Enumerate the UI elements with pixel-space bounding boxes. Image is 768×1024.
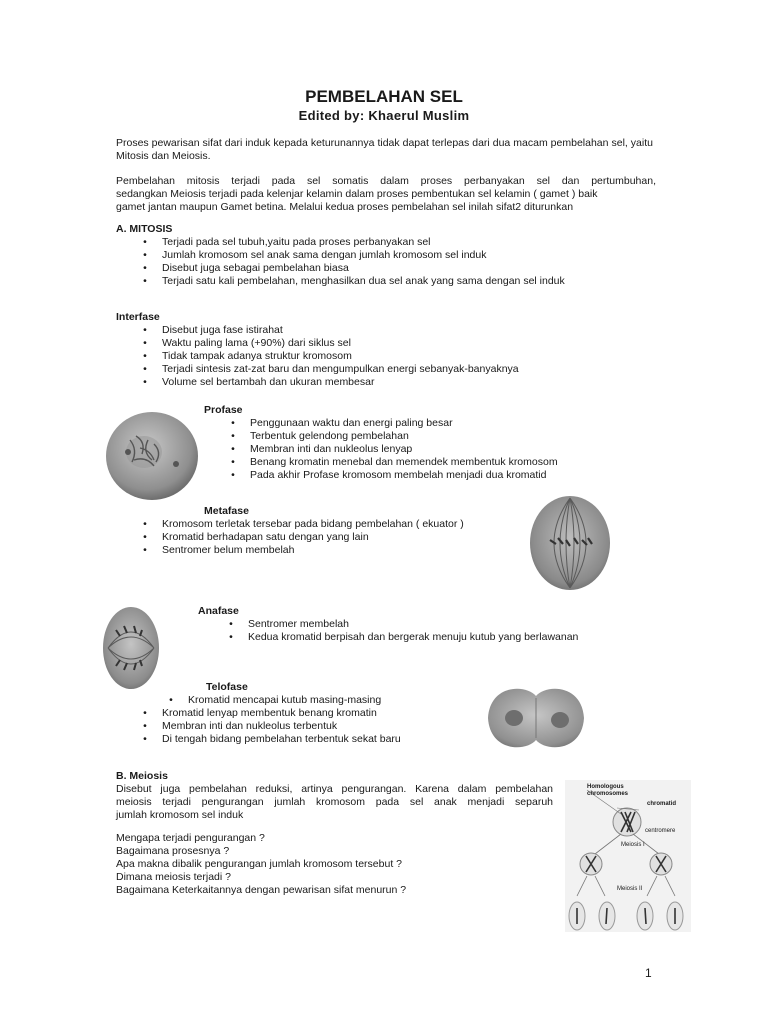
list-item: • Di tengah bidang pembelahan terbentuk sekat baru <box>162 733 401 746</box>
list-item: • Benang kromatin menebal dan memendek membentuk kromosom <box>250 456 558 469</box>
list-item: • Terbentuk gelendong pembelahan <box>250 430 558 443</box>
list-item: • Disebut juga sebagai pembelahan biasa <box>162 262 565 275</box>
mitosis-list <box>143 236 565 288</box>
metaphase-cell-illustration <box>528 494 612 592</box>
page-number: 1 <box>645 966 652 980</box>
bullet: • <box>143 531 147 543</box>
meiosis-line-3: jumlah kromosom sel induk <box>116 809 244 821</box>
list-item: • Disebut juga fase istirahat <box>162 324 519 337</box>
list-item: • Penggunaan waktu dan energi paling besar <box>250 417 558 430</box>
question-line: Bagaimana prosesnya ? <box>116 845 230 857</box>
interfase-list <box>143 324 519 389</box>
list-item: • Terjadi pada sel tubuh,yaitu pada proses perbanyakan sel <box>162 236 565 249</box>
bullet: • <box>143 275 147 287</box>
bullet: • <box>231 443 235 455</box>
interfase-heading: Interfase <box>116 311 160 323</box>
question-line: Apa makna dibalik pengurangan jumlah kromosom tersebut ? <box>116 858 402 870</box>
meiosis-line-1: Disebut juga pembelahan reduksi, artinya pengurangan. Karena dalam pembelahan <box>116 783 553 795</box>
bullet: • <box>143 544 147 556</box>
meiosis-line-2: meiosis terjadi pengurangan jumlah kromosom pada sel anak menjadi separuh <box>116 796 553 808</box>
metafase-list <box>143 518 464 557</box>
list-item: • Membran inti dan nukleolus lenyap <box>250 443 558 456</box>
bullet: • <box>229 631 233 643</box>
question-line: Mengapa terjadi pengurangan ? <box>116 832 265 844</box>
diagram-label-meiosis2: Meiosis II <box>617 886 643 892</box>
bullet: • <box>229 618 233 630</box>
list-item: • Kromatid berhadapan satu dengan yang lain <box>162 531 464 544</box>
diagram-label-centromere: centromere <box>645 828 676 834</box>
list-item: • Kedua kromatid berpisah dan bergerak menuju kutub yang berlawanan <box>248 631 578 644</box>
bullet: • <box>231 469 235 481</box>
bullet: • <box>143 262 147 274</box>
bullet: • <box>143 720 147 732</box>
bullet: • <box>143 324 147 336</box>
bullet: • <box>143 733 147 745</box>
meiosis-paragraph <box>116 783 553 822</box>
question-line: Bagaimana Keterkaitannya dengan pewarisan sifat menurun ? <box>116 884 407 896</box>
prophase-cell-illustration <box>104 410 200 502</box>
intro-line-1: Pembelahan mitosis terjadi pada sel somatis dalam proses perbanyakan sel dan pertumbuhan, <box>116 175 656 187</box>
list-item: • Kromatid mencapai kutub masing-masing <box>188 694 427 707</box>
list-item: • Sentromer belum membelah <box>162 544 464 557</box>
diagram-label-chromatid: chromatid <box>647 801 677 807</box>
meiosis-heading: B. Meiosis <box>116 770 168 782</box>
list-item: • Pada akhir Profase kromosom membelah menjadi dua kromatid <box>250 469 558 482</box>
bullet: • <box>231 456 235 468</box>
bullet: • <box>143 707 147 719</box>
intro-paragraph-2 <box>116 175 656 214</box>
page-subtitle: Edited by: Khaerul Muslim <box>298 108 470 123</box>
telofase-list <box>143 694 401 746</box>
question-line: Dimana meiosis terjadi ? <box>116 871 231 883</box>
bullet: • <box>143 376 147 388</box>
telofase-heading: Telofase <box>206 681 248 693</box>
bullet: • <box>143 518 147 530</box>
anafase-list <box>229 618 579 644</box>
list-item: • Tidak tampak adanya struktur kromosom <box>162 350 519 363</box>
bullet: • <box>143 249 147 261</box>
list-item: • Waktu paling lama (+90%) dari siklus sel <box>162 337 519 350</box>
list-item: • Jumlah kromosom sel anak sama dengan jumlah kromosom sel induk <box>162 249 565 262</box>
bullet: • <box>143 236 147 248</box>
bullet: • <box>231 430 235 442</box>
page-title: PEMBELAHAN SEL <box>305 87 463 106</box>
list-item: • Sentromer membelah <box>248 618 578 631</box>
bullet: • <box>169 694 173 706</box>
list-item: • Terjadi sintesis zat-zat baru dan mengumpulkan energi sebanyak-banyaknya <box>162 363 519 376</box>
diagram-label-homologous: Homologous chromosomes <box>587 784 629 797</box>
profase-heading: Profase <box>204 404 243 416</box>
bullet: • <box>231 417 235 429</box>
diagram-label-meiosis1: Meiosis I <box>621 842 645 848</box>
list-item: • Terjadi satu kali pembelahan, menghasilkan dua sel anak yang sama dengan sel induk <box>162 275 565 288</box>
bullet: • <box>143 337 147 349</box>
telophase-cell-illustration <box>486 684 586 754</box>
anaphase-cell-illustration <box>102 606 160 690</box>
meiosis-questions <box>116 832 406 897</box>
list-item: • Kromosom terletak tersebar pada bidang pembelahan ( ekuator ) <box>162 518 464 531</box>
meiosis-diagram <box>565 780 691 932</box>
bullet: • <box>143 350 147 362</box>
list-item: • Volume sel bertambah dan ukuran membesar <box>162 376 519 389</box>
list-item: • Membran inti dan nukleolus terbentuk <box>162 720 401 733</box>
anafase-heading: Anafase <box>198 605 239 617</box>
mitosis-heading: A. MITOSIS <box>116 223 173 235</box>
intro-paragraph-1: Proses pewarisan sifat dari induk kepada keturunannya tidak dapat terlepas dari dua macam pembelahan sel, yaitu Mitosis dan Meiosis. <box>116 137 653 162</box>
intro-line-2: sedangkan Meiosis terjadi pada kelenjar kelamin dalam proses pembentukan sel kelamin ( gamet ) baik <box>116 188 598 200</box>
bullet: • <box>143 363 147 375</box>
list-item: • Kromatid lenyap membentuk benang kromatin <box>162 707 401 720</box>
profase-list <box>231 417 558 482</box>
intro-line-3: gamet jantan maupun Gamet betina. Melalui kedua proses pembelahan sel inilah sifat2 diturunkan <box>116 201 574 213</box>
metafase-heading: Metafase <box>204 505 249 517</box>
